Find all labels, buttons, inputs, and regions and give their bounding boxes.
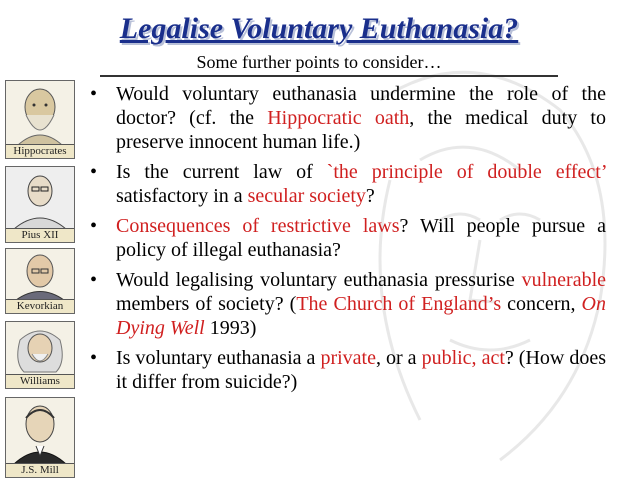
portrait-kevorkian — [5, 248, 75, 314]
bullet-text-span: Would legalising voluntary euthanasia pressurise — [116, 269, 522, 291]
portrait-label: Hippocrates — [6, 144, 74, 158]
portrait-label: Pius XII — [6, 228, 74, 242]
bullet-text-span: `the principle of double effect’ — [326, 161, 607, 183]
bullet-item — [88, 268, 606, 340]
bullet-text-span: On Dying Well — [116, 293, 606, 339]
bullet-marker: • — [90, 161, 98, 183]
portrait-label: J.S. Mill — [6, 463, 74, 477]
bullet-text-span: private — [320, 347, 376, 369]
bullet-text-span: public, act — [421, 347, 505, 369]
js-mill-portrait-icon — [6, 398, 74, 464]
portrait-williams — [5, 321, 75, 389]
bullet-item — [88, 346, 606, 394]
portrait-js-mill — [5, 397, 75, 478]
bullet-text-span: Is the current law of — [116, 161, 327, 183]
portrait-pius-xii — [5, 166, 75, 243]
title-divider — [100, 75, 558, 77]
slide-subtitle: Some further points to consider… — [196, 52, 442, 72]
portrait-label: Williams — [6, 374, 74, 388]
bullet-text-span: ? Will people pursue a policy of illegal euthanasia? — [116, 215, 606, 261]
bullet-text-span: Is voluntary euthanasia a — [116, 347, 321, 369]
bullet-text-span: Would voluntary euthanasia undermine the role of the doctor? (cf. the — [116, 83, 606, 129]
hippocrates-portrait-icon — [6, 81, 74, 145]
portrait-hippocrates — [5, 80, 75, 159]
bullet-marker: • — [90, 269, 98, 291]
bullet-text-span: satisfactory in a — [116, 185, 248, 207]
bullet-text-span: Consequences of restrictive laws — [116, 215, 400, 237]
bullet-marker: • — [90, 347, 98, 369]
bullet-text-span: Hippocratic oath — [267, 107, 410, 129]
slide-title: Legalise Voluntary Euthanasia? — [119, 12, 519, 45]
pius-xii-portrait-icon — [6, 167, 74, 229]
bullet-text-span: members of society? ( — [116, 293, 297, 315]
bullet-text-span: secular society — [247, 185, 366, 207]
bullet-marker: • — [90, 215, 98, 237]
bullet-text-span: , or a — [375, 347, 422, 369]
bullet-marker: • — [90, 83, 98, 105]
bullet-text-span: concern, — [501, 293, 582, 315]
bullet-text-span: , the medical duty to preserve innocent human life.) — [116, 107, 606, 153]
bullet-text-span: ? — [365, 185, 375, 207]
bullet-item — [88, 82, 606, 154]
bullet-text-span: The Church of England’s — [296, 293, 502, 315]
kevorkian-portrait-icon — [6, 249, 74, 300]
bullet-item — [88, 160, 606, 208]
bullet-item — [88, 214, 606, 262]
bullet-text-span: vulnerable — [521, 269, 606, 291]
bullet-text-span: 1993) — [204, 317, 257, 339]
williams-portrait-icon — [6, 322, 74, 375]
bullet-text-span: ? (How does it differ from suicide?) — [116, 347, 607, 393]
portrait-label: Kevorkian — [6, 299, 74, 313]
bullet-list — [88, 82, 606, 400]
